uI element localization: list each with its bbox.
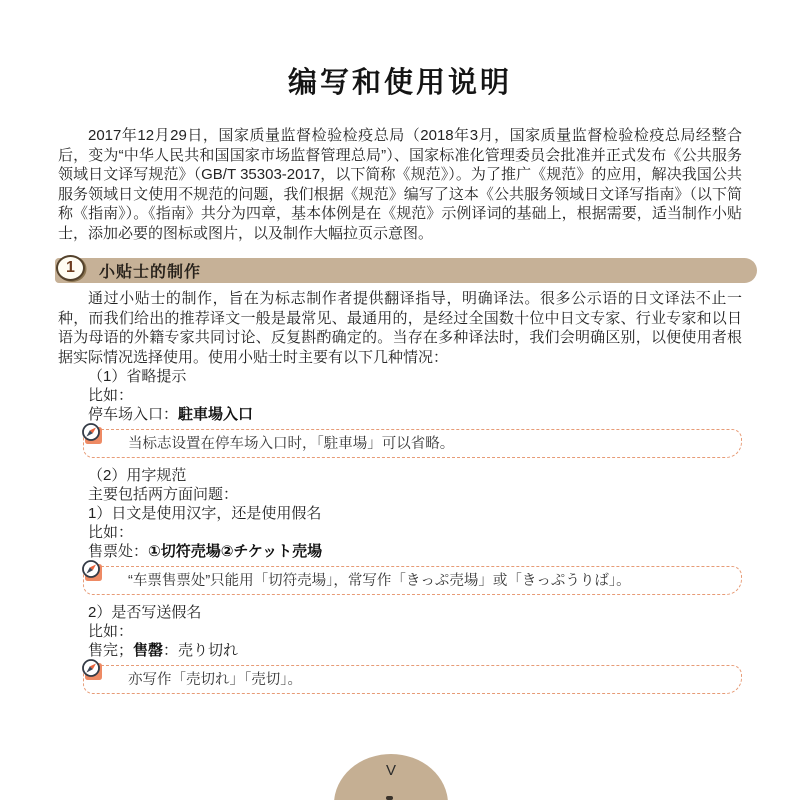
case2-1-example-line [58, 542, 742, 561]
section-number-badge: 1 [56, 255, 85, 281]
case2-2-example-label: 比如： [88, 623, 134, 640]
section-intro-paragraph: 通过小贴士的制作，旨在为标志制作者提供翻译指导，明确译法。很多公示语的日文译法不止一种，而我们给出的推荐译文一般是最常见、最通用的，是经过全国数十位中日文专家、行业专家和以日语为母语的外籍专家共同讨论、反复斟酌确定的。当存在多种译法时，我们会明确区别，以便使用者根据实际情况选择使用。使用小贴士时主要有以下几种情况： [58, 290, 742, 366]
case2-1-example-source: 售票处： [88, 543, 149, 560]
case2-2-heading: 2）是否写送假名 [88, 604, 202, 621]
compass-icon [80, 421, 104, 445]
tip-box-3 [83, 665, 742, 694]
case2-1-example-label: 比如： [88, 524, 134, 541]
case2-2-example-keyword: 售罄 [133, 642, 164, 659]
case2-1-heading: 1）日文是使用汉字，还是使用假名 [88, 505, 322, 522]
case2-2-example-translation: ：売り切れ [163, 642, 239, 659]
case2-1-example-translation: ①切符売場②チケット売場 [148, 543, 323, 560]
page-number: V [385, 762, 396, 779]
cutoff-glyph-mark [386, 796, 393, 800]
tip-text: 当标志设置在停车场入口时，「駐車場」可以省略。 [128, 436, 455, 452]
page-title: 编写和使用说明 [287, 67, 512, 99]
compass-icon [80, 657, 104, 681]
section-header-bar [55, 258, 757, 283]
case1-example-label: 比如： [88, 387, 134, 404]
case1-example-translation: 駐車場入口 [178, 406, 254, 423]
section-title: 小贴士的制作 [99, 264, 202, 281]
case2-2-example-line [58, 641, 742, 660]
case2-lead: 主要包括两方面问题： [88, 486, 239, 503]
case1-heading: （1）省略提示 [88, 368, 187, 385]
case2-2-example-source: 售完； [88, 642, 134, 659]
case1-example-line [58, 405, 742, 424]
tip-box-1 [83, 429, 742, 458]
tip-text: “车票售票处”只能用「切符売場」，常写作「きっぷ売場」或「きっぷうりば」。 [128, 573, 631, 589]
intro-paragraph: 2017年12月29日，国家质量监督检验检疫总局（2018年3月，国家质量监督检验检疫总局经整合后，变为“中华人民共和国国家市场监督管理总局”）、国家标准化管理委员会批准并正式发布《公共服务领域日文译写规范》（GB/T 35303-2017，以下简称《规范》）。为了推广《规范》的应用，解决我国公共服务领域日文使用不规范的问题，我们根据《规范》编写了这本《公共服务领域日文译写指南》（以下简称《指南》）。《指南》共分为四章，基本体例是在《规范》示例译词的基础上，根据需要，适当制作小贴士，添加必要的图标或图片，以及制作大幅拉页示意图。 [58, 127, 742, 242]
tip-text: 亦写作「売切れ」「売切」。 [128, 672, 302, 688]
page-content [58, 0, 742, 702]
case1-example-source: 停车场入口： [88, 406, 179, 423]
case2-heading: （2）用字规范 [88, 467, 187, 484]
page-number-oval [334, 754, 448, 800]
tip-box-2 [83, 566, 742, 595]
compass-icon [80, 558, 104, 582]
